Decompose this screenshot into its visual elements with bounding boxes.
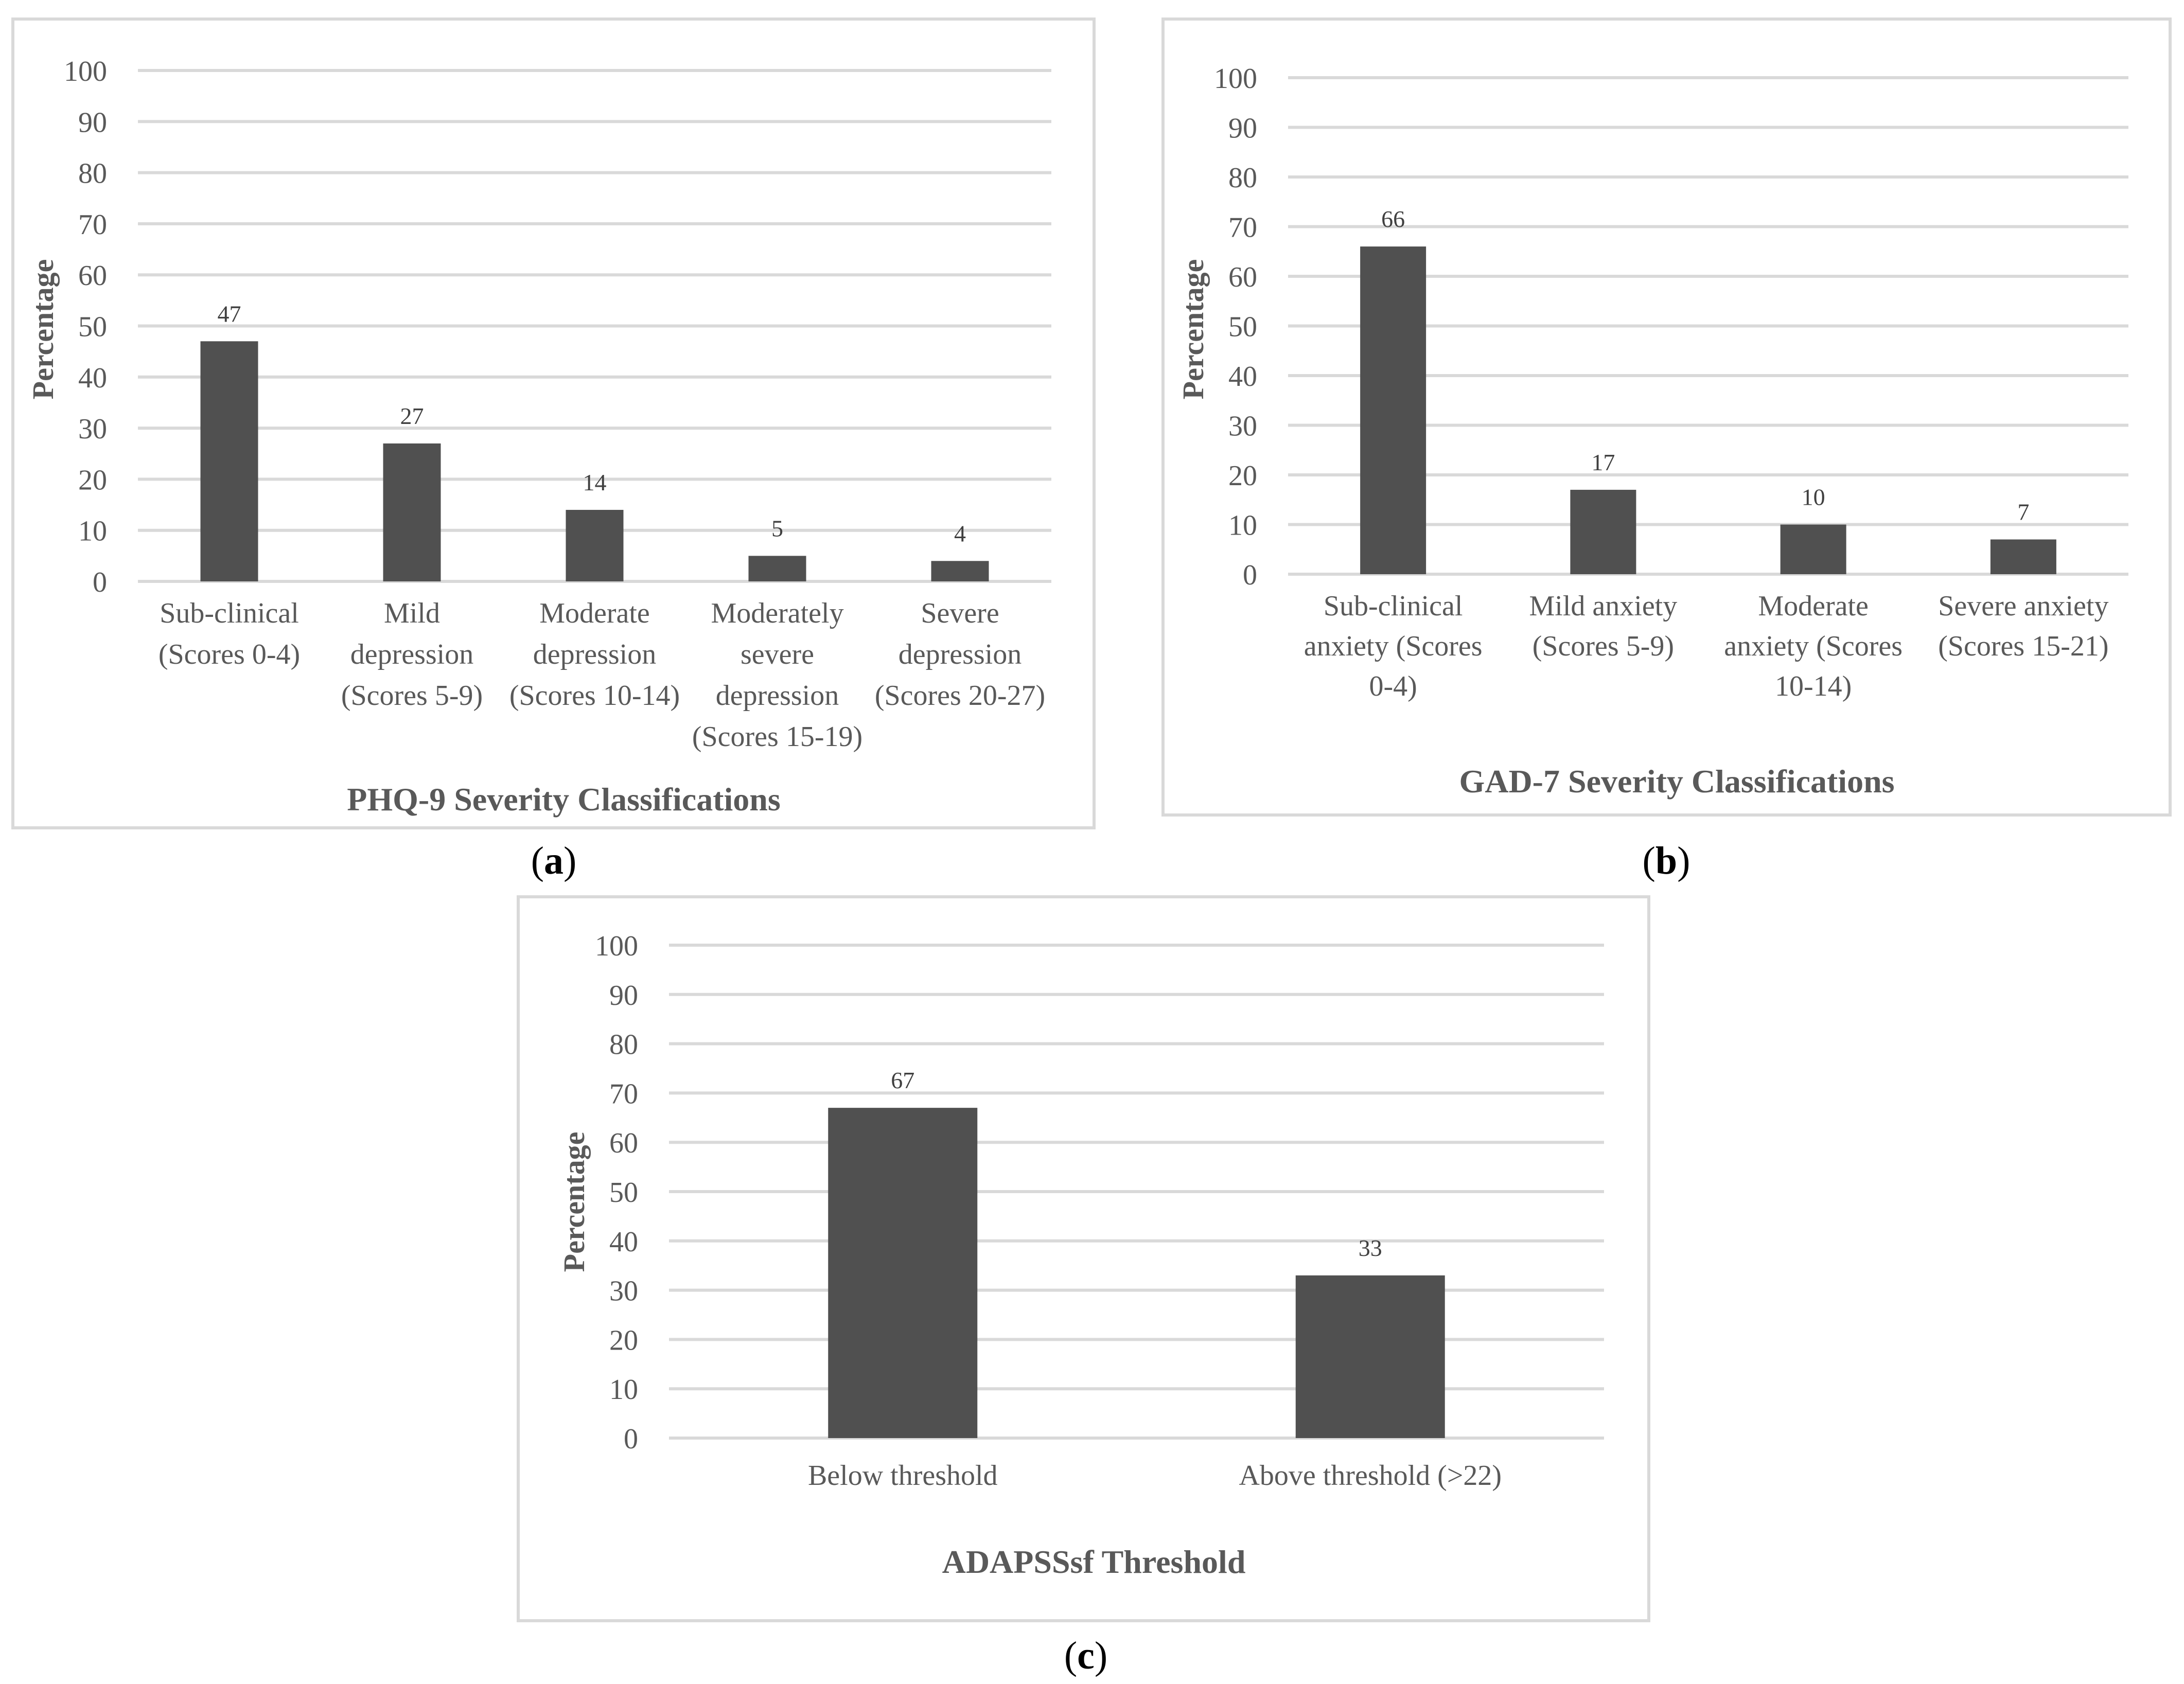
data-label: 27 xyxy=(400,402,424,429)
x-category-label: Above threshold (>22) xyxy=(1239,1460,1502,1492)
bar xyxy=(828,1108,977,1438)
data-label: 66 xyxy=(1381,206,1405,233)
x-category-label: (Scores 10-14) xyxy=(509,680,680,712)
y-tick-label: 40 xyxy=(1228,361,1257,393)
x-category-label: Moderate xyxy=(1758,590,1869,622)
bar xyxy=(1360,246,1426,574)
y-tick-label: 70 xyxy=(609,1078,638,1110)
x-category-label: 0-4) xyxy=(1369,670,1417,702)
x-category-label: (Scores 5-9) xyxy=(1532,630,1674,662)
y-tick-label: 30 xyxy=(1228,410,1257,442)
y-axis-label: Percentage xyxy=(26,259,60,400)
y-tick-label: 60 xyxy=(1228,261,1257,293)
y-tick-label: 60 xyxy=(78,260,107,292)
y-tick-label: 0 xyxy=(93,566,107,598)
y-tick-label: 100 xyxy=(1214,63,1257,95)
y-tick-label: 80 xyxy=(1228,162,1257,194)
x-category-label: Mild anxiety xyxy=(1529,590,1678,622)
y-tick-label: 20 xyxy=(78,464,107,497)
x-category-label: Mild xyxy=(384,597,440,629)
x-category-label: severe xyxy=(740,639,815,670)
x-category-label: Severe xyxy=(921,597,999,629)
y-tick-label: 90 xyxy=(609,979,638,1012)
y-tick-label: 30 xyxy=(78,413,107,446)
y-tick-label: 70 xyxy=(1228,211,1257,244)
data-label: 33 xyxy=(1358,1234,1382,1261)
x-category-label: (Scores 15-19) xyxy=(692,721,863,753)
x-category-label: (Scores 15-21) xyxy=(1938,630,2109,662)
y-tick-label: 0 xyxy=(624,1423,638,1455)
y-tick-label: 50 xyxy=(78,311,107,343)
panel-label-a: (a) xyxy=(531,839,577,882)
bar xyxy=(1781,525,1846,575)
chart-panel-c xyxy=(517,895,1650,1622)
gad7-chart xyxy=(1165,21,2169,813)
y-tick-label: 20 xyxy=(609,1324,638,1357)
y-tick-label: 50 xyxy=(609,1177,638,1209)
y-tick-label: 10 xyxy=(609,1374,638,1406)
panel-label-c: (c) xyxy=(1064,1634,1108,1677)
chart-title: GAD-7 Severity Classifications xyxy=(1459,763,1895,800)
bar xyxy=(383,444,441,581)
chart-title: ADAPSSsf Threshold xyxy=(942,1544,1246,1580)
data-label: 4 xyxy=(954,520,966,547)
chart-panel-a xyxy=(11,17,1096,829)
x-category-label: 10-14) xyxy=(1774,670,1852,702)
x-category-label: depression xyxy=(533,639,657,670)
x-category-label: depression xyxy=(898,639,1022,670)
x-category-label: depression xyxy=(350,639,474,670)
x-category-label: (Scores 20-27) xyxy=(874,680,1046,712)
data-label: 14 xyxy=(583,469,607,495)
x-category-label: anxiety (Scores xyxy=(1304,630,1483,662)
y-tick-label: 90 xyxy=(78,107,107,139)
chart-panel-b xyxy=(1161,17,2172,817)
y-tick-label: 0 xyxy=(1243,559,1257,591)
y-tick-label: 80 xyxy=(78,157,107,190)
y-tick-label: 100 xyxy=(64,56,107,87)
bar xyxy=(1570,490,1636,574)
x-category-label: Below threshold xyxy=(807,1460,998,1492)
x-category-label: (Scores 5-9) xyxy=(341,680,483,712)
data-label: 5 xyxy=(771,515,783,542)
chart-title: PHQ-9 Severity Classifications xyxy=(347,781,781,818)
data-label: 17 xyxy=(1591,449,1615,475)
data-label: 10 xyxy=(1801,484,1825,510)
y-axis-label: Percentage xyxy=(1176,259,1210,400)
bar xyxy=(749,556,806,581)
bar xyxy=(566,510,624,581)
y-tick-label: 10 xyxy=(78,515,107,547)
x-category-label: Severe anxiety xyxy=(1938,590,2109,622)
panel-label-b: (b) xyxy=(1642,839,1690,882)
y-tick-label: 60 xyxy=(609,1127,638,1160)
y-tick-label: 30 xyxy=(609,1275,638,1307)
y-axis-label: Percentage xyxy=(557,1131,591,1272)
y-tick-label: 40 xyxy=(609,1226,638,1258)
y-tick-label: 40 xyxy=(78,362,107,394)
x-category-label: Sub-clinical xyxy=(1323,590,1463,622)
y-tick-label: 10 xyxy=(1228,509,1257,542)
x-category-label: depression xyxy=(715,680,839,712)
bar xyxy=(1296,1275,1445,1438)
y-tick-label: 90 xyxy=(1228,112,1257,145)
y-tick-label: 50 xyxy=(1228,311,1257,343)
bar xyxy=(931,561,989,581)
x-category-label: Moderate xyxy=(539,597,650,629)
data-label: 47 xyxy=(217,300,241,327)
y-tick-label: 80 xyxy=(609,1029,638,1061)
x-category-label: anxiety (Scores xyxy=(1724,630,1903,662)
y-tick-label: 100 xyxy=(595,930,638,962)
y-tick-label: 20 xyxy=(1228,460,1257,492)
data-label: 7 xyxy=(2017,499,2030,525)
x-category-label: (Scores 0-4) xyxy=(158,639,301,670)
data-label: 67 xyxy=(891,1067,915,1094)
x-category-label: Moderately xyxy=(711,597,844,629)
x-category-label: Sub-clinical xyxy=(160,597,299,629)
adapss-chart xyxy=(520,898,1647,1619)
phq9-chart xyxy=(14,21,1093,826)
y-tick-label: 70 xyxy=(78,208,107,241)
bar xyxy=(201,341,258,581)
bar xyxy=(1991,539,2056,574)
